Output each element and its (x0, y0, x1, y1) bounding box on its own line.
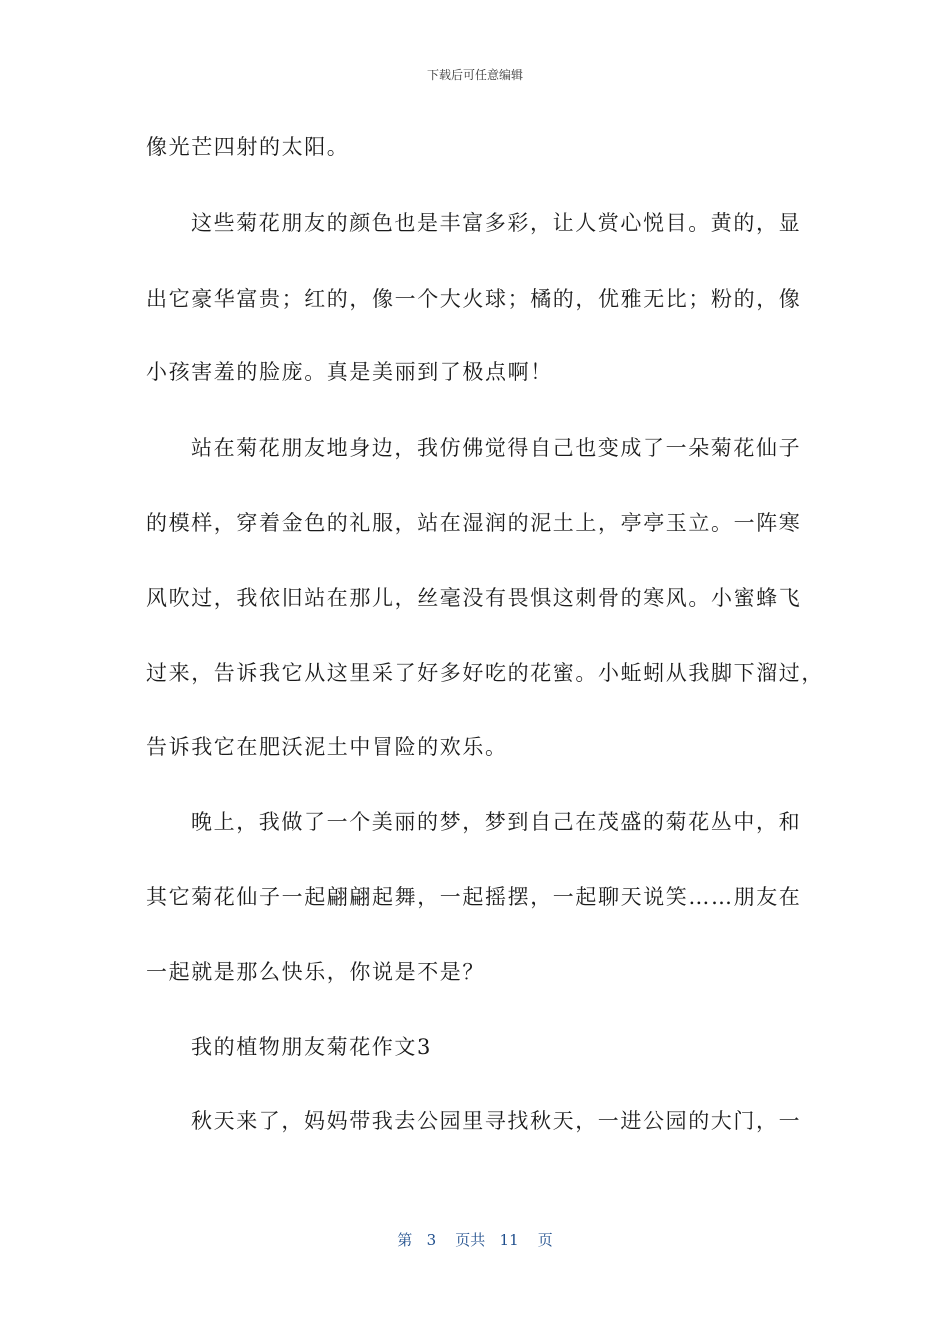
footer-current-page: 3 (426, 1231, 437, 1249)
text-line: 的模样，穿着金色的礼服，站在湿润的泥土上，亭亭玉立。一阵寒 (146, 511, 802, 535)
text-line: 我的植物朋友菊花作文3 (191, 1035, 432, 1059)
text-line: 站在菊花朋友地身边，我仿佛觉得自己也变成了一朵菊花仙子 (191, 436, 802, 460)
footer-suffix: 页 (537, 1231, 553, 1249)
text-line: 过来，告诉我它从这里采了好多好吃的花蜜。小蚯蚓从我脚下溜过， (146, 661, 824, 685)
footer-middle: 页共 (455, 1231, 486, 1249)
text-line: 出它豪华富贵；红的，像一个大火球；橘的，优雅无比；粉的，像 (146, 287, 802, 311)
text-line: 晚上，我做了一个美丽的梦，梦到自己在茂盛的菊花丛中，和 (191, 810, 802, 834)
text-line: 其它菊花仙子一起翩翩起舞，一起摇摆，一起聊天说笑……朋友在 (146, 885, 802, 909)
footer-total-pages: 11 (499, 1231, 519, 1249)
text-line: 像光芒四射的太阳。 (146, 135, 350, 159)
text-line: 秋天来了，妈妈带我去公园里寻找秋天，一进公园的大门，一 (191, 1109, 802, 1133)
text-line: 这些菊花朋友的颜色也是丰富多彩，让人赏心悦目。黄的，显 (191, 211, 802, 235)
text-line: 小孩害羞的脸庞。真是美丽到了极点啊！ (146, 360, 553, 384)
text-line: 风吹过，我依旧站在那儿，丝毫没有畏惧这刺骨的寒风。小蜜蜂飞 (146, 586, 802, 610)
header-note: 下载后可任意编辑 (426, 68, 523, 82)
footer-prefix: 第 (397, 1231, 413, 1249)
text-line: 一起就是那么快乐，你说是不是？ (146, 960, 485, 984)
page-footer (0, 1229, 950, 1250)
text-line: 告诉我它在肥沃泥土中冒险的欢乐。 (146, 735, 508, 759)
